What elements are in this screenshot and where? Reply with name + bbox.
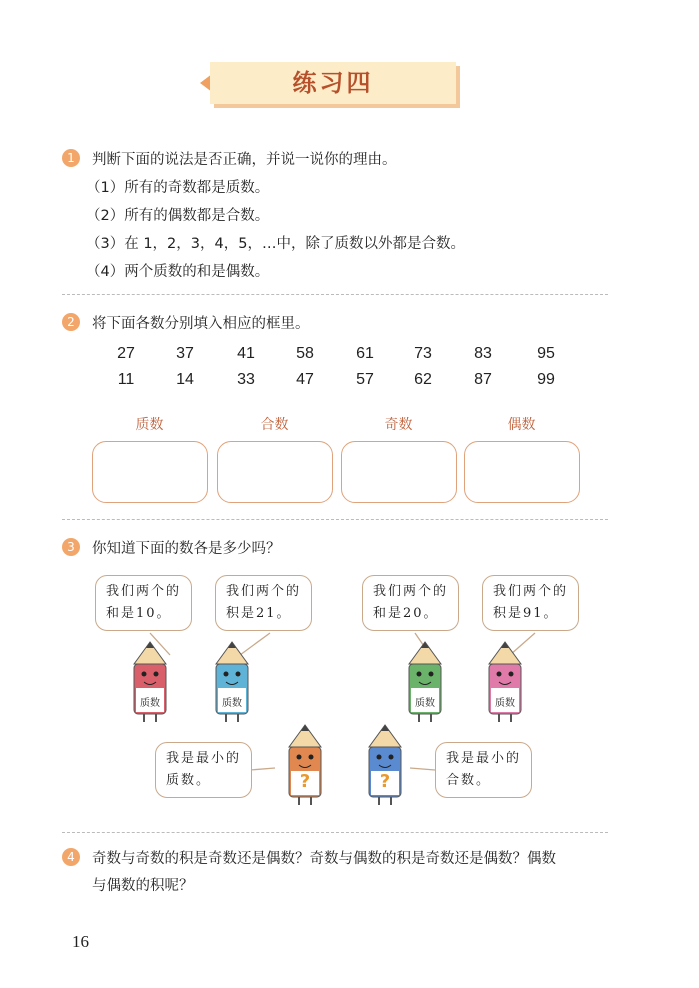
number-item: 57	[356, 371, 374, 388]
bubble-tail	[240, 633, 270, 655]
category-label-even: 偶数	[507, 417, 536, 433]
pencil-label: 质数	[140, 698, 160, 709]
category-label-prime: 质数	[135, 417, 164, 433]
pencil-character	[489, 642, 521, 722]
speech-bubble	[215, 575, 312, 631]
bubble-line: 合数。	[446, 773, 492, 788]
question-4-line-1: 奇数与奇数的积是奇数还是偶数？奇数与偶数的积是奇数还是偶数？偶数	[92, 851, 556, 867]
bubble-tail	[250, 768, 275, 770]
statement-4: （4）两个质数的和是偶数。	[86, 264, 270, 280]
page-title: 练习四	[292, 68, 374, 97]
question-2-text: 将下面各数分别填入相应的框里。	[92, 316, 310, 332]
number-item: 41	[237, 345, 255, 362]
number-item: 99	[537, 371, 555, 388]
bubble-line: 质数。	[166, 773, 212, 788]
question-4-line-2: 与偶数的积呢？	[92, 878, 194, 894]
speech-bubble	[155, 742, 252, 798]
question-mark-label: ?	[299, 771, 311, 792]
pencil-label: 质数	[495, 698, 515, 709]
pencil-character	[134, 642, 166, 722]
statement-3: （3）在 1，2，3，4，5，…中，除了质数以外都是合数。	[86, 236, 465, 252]
speech-bubble	[482, 575, 579, 631]
bubble-line: 积是91。	[493, 606, 559, 621]
bubble-line: 我是最小的	[446, 751, 522, 766]
number-item: 95	[537, 345, 555, 362]
bubble-line: 我们两个的	[226, 584, 302, 599]
category-label-composite: 合数	[260, 417, 289, 433]
number-item: 47	[296, 371, 314, 388]
number-item: 62	[414, 371, 432, 388]
question-number: 3	[62, 538, 80, 556]
number-item: 14	[176, 371, 194, 388]
number-item: 27	[117, 345, 135, 362]
question-3-text: 你知道下面的数各是多少吗？	[92, 541, 281, 557]
bubble-line: 我们两个的	[106, 584, 182, 599]
pencil-character	[216, 642, 248, 722]
divider	[62, 832, 608, 833]
number-item: 61	[356, 345, 374, 362]
page-number: 16	[72, 932, 89, 951]
question-number: 2	[62, 313, 80, 331]
bubble-line: 和是20。	[373, 606, 439, 621]
number-item: 11	[117, 371, 135, 388]
number-item: 73	[414, 345, 432, 362]
statement-2: （2）所有的偶数都是合数。	[86, 208, 270, 224]
number-item: 33	[237, 371, 255, 388]
bubble-tail	[410, 768, 435, 770]
pencil-character	[409, 642, 441, 722]
bubble-line: 我们两个的	[373, 584, 449, 599]
number-item: 37	[176, 345, 194, 362]
question-1-text: 判断下面的说法是否正确，并说一说你的理由。	[92, 152, 397, 168]
bubble-line: 我们两个的	[493, 584, 569, 599]
category-label-odd: 奇数	[384, 417, 413, 433]
number-item: 83	[474, 345, 492, 362]
bubble-line: 积是21。	[226, 606, 292, 621]
pencil-character	[289, 725, 321, 805]
bubble-line: 和是10。	[106, 606, 172, 621]
number-item: 58	[296, 345, 314, 362]
pencil-character	[369, 725, 401, 805]
pencil-label: 质数	[222, 698, 242, 709]
pencil-label: 质数	[415, 698, 435, 709]
speech-bubble	[95, 575, 192, 631]
question-mark-label: ?	[379, 771, 391, 792]
statement-1: （1）所有的奇数都是质数。	[86, 180, 270, 196]
bubble-line: 我是最小的	[166, 751, 242, 766]
question-number: 1	[62, 149, 80, 167]
speech-bubble	[362, 575, 459, 631]
bubble-tail	[510, 633, 535, 655]
question-number: 4	[62, 848, 80, 866]
speech-bubble	[435, 742, 532, 798]
number-item: 87	[474, 371, 492, 388]
